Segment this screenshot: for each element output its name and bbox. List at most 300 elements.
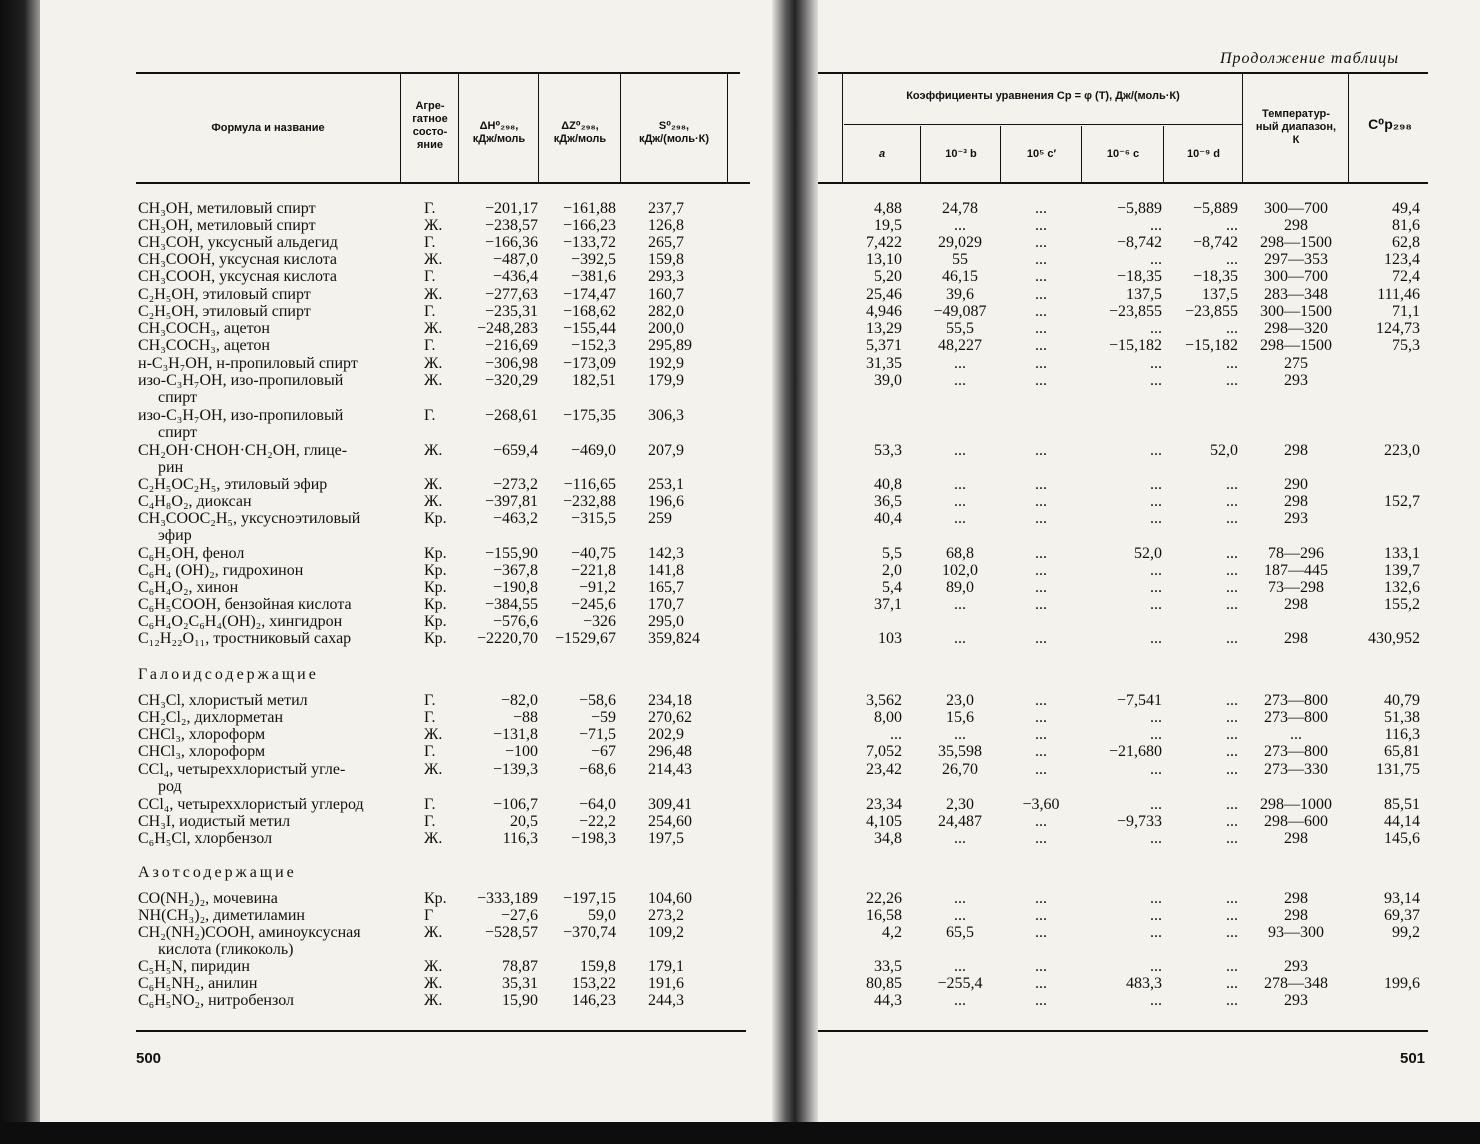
- table-row: [138, 830, 748, 847]
- heat-capacity-cell: 51,38: [1384, 709, 1420, 726]
- gibbs-cell: −133,72: [562, 234, 616, 251]
- coef-c-prime-cell: ...: [1035, 510, 1047, 527]
- coef-d-cell: −18,35: [1192, 268, 1238, 285]
- substance-name: CH₃COOH, уксусная кислота: [138, 268, 338, 285]
- state-cell: Ж.: [424, 476, 443, 493]
- state-cell: Ж.: [424, 442, 443, 459]
- temp-range-cell: 283—348: [1264, 286, 1328, 303]
- coef-c-prime-cell: ...: [1035, 286, 1047, 303]
- heat-capacity-cell: 111,46: [1377, 286, 1420, 303]
- coef-b-cell: 48,227: [938, 337, 982, 354]
- table-row: [818, 692, 1428, 709]
- substance-name: CCl₄, четыреххлористый угле-: [138, 761, 346, 778]
- coef-c-prime-cell: ...: [1035, 251, 1047, 268]
- header-coefficients: Коэффициенты уравнения Cp = φ (T), Дж/(моль·К): [906, 90, 1180, 102]
- coef-b-cell: 2,30: [946, 796, 974, 813]
- scan-bottom-edge: [0, 1122, 1480, 1144]
- table-row: [138, 372, 748, 406]
- coef-b-cell: 68,8: [946, 545, 974, 562]
- temp-range-cell: 298: [1284, 907, 1308, 924]
- table-row: [138, 286, 748, 303]
- entropy-cell: 295,89: [648, 337, 692, 354]
- state-cell: Кр.: [424, 579, 447, 596]
- coef-a-cell: 33,5: [874, 958, 902, 975]
- table-row: [818, 337, 1428, 354]
- entropy-cell: 141,8: [648, 562, 684, 579]
- table-row: [818, 709, 1428, 726]
- enthalpy-cell: 35,31: [502, 975, 538, 992]
- table-row: [138, 813, 748, 830]
- gibbs-cell: −221,8: [570, 562, 616, 579]
- enthalpy-cell: −463,2: [492, 510, 538, 527]
- heat-capacity-cell: 133,1: [1384, 545, 1420, 562]
- coef-c-cell: ...: [1150, 596, 1162, 613]
- coef-c-cell: −5,889: [1116, 200, 1162, 217]
- entropy-cell: 234,18: [648, 692, 692, 709]
- gibbs-cell: −174,47: [562, 286, 616, 303]
- entropy-cell: 192,9: [648, 355, 684, 372]
- header-temp-range: Температур- ный диапазон, К: [1255, 108, 1337, 146]
- state-cell: Ж.: [424, 320, 443, 337]
- coef-d-cell: −5,889: [1192, 200, 1238, 217]
- temp-range-cell: 273—800: [1264, 709, 1328, 726]
- temp-range-cell: 298—320: [1264, 320, 1328, 337]
- substance-name: C₂H₅OH, этиловый спирт: [138, 286, 311, 303]
- coef-a-cell: 80,85: [866, 975, 902, 992]
- gibbs-cell: −392,5: [570, 251, 616, 268]
- col-divider: [920, 126, 921, 182]
- enthalpy-cell: −216,69: [484, 337, 538, 354]
- state-cell: Г.: [424, 743, 436, 760]
- coef-c-cell: ...: [1150, 372, 1162, 389]
- entropy-cell: 160,7: [648, 286, 684, 303]
- table-row: [138, 251, 748, 268]
- header-bottom-rule: [136, 182, 750, 184]
- coef-d-cell: ...: [1226, 958, 1238, 975]
- coef-c-cell: ...: [1150, 726, 1162, 743]
- coef-c-prime-cell: ...: [1035, 630, 1047, 647]
- enthalpy-cell: −333,189: [476, 890, 538, 907]
- coef-c-cell: −15,182: [1108, 337, 1162, 354]
- table-row: [138, 726, 748, 743]
- enthalpy-cell: −320,29: [484, 372, 538, 389]
- coef-b-cell: ...: [954, 355, 966, 372]
- coef-c-prime-cell: ...: [1035, 217, 1047, 234]
- book-gutter: [772, 0, 818, 1122]
- coef-d-cell: ...: [1226, 320, 1238, 337]
- state-cell: Кр.: [424, 596, 447, 613]
- table-row: [818, 320, 1428, 337]
- table-row: [818, 890, 1428, 907]
- left-page: [40, 0, 772, 1122]
- enthalpy-cell: 78,87: [502, 958, 538, 975]
- entropy-cell: 270,62: [648, 709, 692, 726]
- substance-name: C₆H₄ (OH)₂, гидрохинон: [138, 562, 304, 579]
- col-divider: [1163, 126, 1164, 182]
- coef-b-cell: ...: [954, 442, 966, 459]
- state-cell: Ж.: [424, 286, 443, 303]
- heat-capacity-cell: 44,14: [1384, 813, 1420, 830]
- enthalpy-cell: −659,4: [492, 442, 538, 459]
- gibbs-cell: −155,44: [562, 320, 616, 337]
- table-row: [818, 613, 1428, 630]
- coef-c-prime-cell: ...: [1035, 726, 1047, 743]
- coef-a-cell: 4,2: [882, 924, 902, 941]
- substance-name: н-C₃H₇OH, н-пропиловый спирт: [138, 355, 358, 372]
- coef-c-prime-cell: ...: [1035, 234, 1047, 251]
- gibbs-cell: −1529,67: [554, 630, 616, 647]
- enthalpy-cell: −277,63: [484, 286, 538, 303]
- gibbs-cell: −198,3: [570, 830, 616, 847]
- coef-a-cell: 2,0: [882, 562, 902, 579]
- heat-capacity-cell: 116,3: [1384, 726, 1420, 743]
- coef-a-cell: 7,422: [866, 234, 902, 251]
- substance-name-cont: спирт: [158, 389, 198, 406]
- state-cell: Ж.: [424, 992, 443, 1009]
- coef-a-cell: 44,3: [874, 992, 902, 1009]
- heat-capacity-cell: 40,79: [1384, 692, 1420, 709]
- table-row: [138, 613, 748, 630]
- enthalpy-cell: −88: [512, 709, 538, 726]
- state-cell: Г.: [424, 303, 436, 320]
- coef-c-prime-cell: ...: [1035, 355, 1047, 372]
- coef-d-cell: ...: [1226, 217, 1238, 234]
- coef-a-cell: 16,58: [866, 907, 902, 924]
- table-row: [818, 562, 1428, 579]
- coef-d-cell: ...: [1226, 743, 1238, 760]
- substance-name: C₅H₅N, пиридин: [138, 958, 250, 975]
- coef-c-cell: ...: [1150, 217, 1162, 234]
- state-cell: Кр.: [424, 890, 447, 907]
- coef-a-cell: 103: [878, 630, 902, 647]
- coef-b-cell: ...: [954, 830, 966, 847]
- table-row: [818, 743, 1428, 760]
- header-gibbs: ΔZ⁰₂₉₈, кДж/моль: [553, 120, 607, 145]
- coef-c-prime-cell: ...: [1035, 320, 1047, 337]
- substance-name: C₂H₅OH, этиловый спирт: [138, 303, 311, 320]
- table-row: [138, 217, 748, 234]
- coef-d-cell: ...: [1226, 890, 1238, 907]
- table-row: [818, 992, 1428, 1009]
- enthalpy-cell: −166,36: [484, 234, 538, 251]
- enthalpy-cell: −436,4: [492, 268, 538, 285]
- substance-name: NH(CH₃)₂, диметиламин: [138, 907, 305, 924]
- col-divider: [727, 74, 728, 182]
- subheader-rule: [844, 124, 1242, 125]
- substance-name: C₆H₅NO₂, нитробензол: [138, 992, 294, 1009]
- enthalpy-cell: −131,8: [492, 726, 538, 743]
- coef-c-cell: ...: [1150, 924, 1162, 941]
- header-bottom-rule: [818, 182, 1428, 184]
- coef-c-prime-cell: ...: [1035, 303, 1047, 320]
- coef-c-cell: ...: [1150, 251, 1162, 268]
- state-cell: Ж.: [424, 975, 443, 992]
- table-row: [818, 510, 1428, 527]
- coef-c-cell: −8,742: [1116, 234, 1162, 251]
- table-row: [818, 355, 1428, 372]
- enthalpy-cell: 15,90: [502, 992, 538, 1009]
- coef-c-cell: ...: [1150, 890, 1162, 907]
- entropy-cell: 244,3: [648, 992, 684, 1009]
- enthalpy-cell: −487,0: [492, 251, 538, 268]
- coef-b-cell: ...: [954, 726, 966, 743]
- entropy-cell: 295,0: [648, 613, 684, 630]
- coef-c-cell: ...: [1150, 476, 1162, 493]
- gibbs-cell: −59: [590, 709, 616, 726]
- page-number-right: 501: [1400, 1050, 1426, 1067]
- temp-range-cell: 298: [1284, 493, 1308, 510]
- coef-b-cell: 65,5: [946, 924, 974, 941]
- substance-name: C₂H₅OC₂H₅, этиловый эфир: [138, 476, 328, 493]
- coef-c-prime-cell: ...: [1035, 372, 1047, 389]
- temp-range-cell: 93—300: [1268, 924, 1324, 941]
- enthalpy-cell: −384,55: [484, 596, 538, 613]
- table-row: [138, 355, 748, 372]
- coef-d-cell: −8,742: [1192, 234, 1238, 251]
- coef-b-cell: ...: [954, 510, 966, 527]
- coef-c-cell: ...: [1150, 958, 1162, 975]
- table-row: [818, 200, 1428, 217]
- coef-d-cell: ...: [1226, 510, 1238, 527]
- gibbs-cell: −40,75: [570, 545, 616, 562]
- section-title-nitrogen: Азотсодержащие: [138, 864, 297, 881]
- coef-b-cell: ...: [954, 493, 966, 510]
- coef-d-cell: 137,5: [1202, 286, 1238, 303]
- substance-name-cont: кислота (гликоколь): [158, 941, 294, 958]
- gibbs-cell: 146,23: [572, 992, 616, 1009]
- substance-name: CH₃OH, метиловый спирт: [138, 200, 316, 217]
- coef-b-cell: 102,0: [942, 562, 978, 579]
- gibbs-cell: −173,09: [562, 355, 616, 372]
- substance-name: CH₃COCH₃, ацетон: [138, 320, 270, 337]
- enthalpy-cell: −201,17: [484, 200, 538, 217]
- state-cell: Г.: [424, 407, 436, 424]
- state-cell: Г.: [424, 337, 436, 354]
- coef-c-prime-cell: ...: [1035, 579, 1047, 596]
- coef-c-prime-cell: ...: [1035, 813, 1047, 830]
- heat-capacity-cell: 131,75: [1376, 761, 1420, 778]
- enthalpy-cell: −248,283: [476, 320, 538, 337]
- coef-c-prime-cell: ...: [1035, 907, 1047, 924]
- temp-range-cell: 293: [1284, 372, 1308, 389]
- enthalpy-cell: −528,57: [484, 924, 538, 941]
- coef-a-cell: 34,8: [874, 830, 902, 847]
- entropy-cell: 126,8: [648, 217, 684, 234]
- section-title-halogen: Галоидсодержащие: [138, 666, 319, 683]
- state-cell: Ж.: [424, 726, 443, 743]
- entropy-cell: 159,8: [648, 251, 684, 268]
- header-coef-b: 10⁻³ b: [945, 148, 977, 160]
- coef-c-cell: ...: [1150, 510, 1162, 527]
- coef-b-cell: −255,4: [937, 975, 983, 992]
- coef-d-cell: ...: [1226, 545, 1238, 562]
- temp-range-cell: 298—1500: [1260, 337, 1332, 354]
- coef-c-cell: −7,541: [1116, 692, 1162, 709]
- table-row: [138, 407, 748, 441]
- table-row: [138, 709, 748, 726]
- coef-d-cell: ...: [1226, 251, 1238, 268]
- gibbs-cell: −67: [590, 743, 616, 760]
- table-bottom-rule: [136, 1030, 746, 1032]
- temp-range-cell: 278—348: [1264, 975, 1328, 992]
- table-row: [138, 476, 748, 493]
- coef-a-cell: 4,105: [866, 813, 902, 830]
- table-row: [818, 796, 1428, 813]
- col-divider: [458, 74, 459, 182]
- coef-a-cell: 5,5: [882, 545, 902, 562]
- coef-c-cell: 52,0: [1134, 545, 1162, 562]
- coef-c-cell: −9,733: [1116, 813, 1162, 830]
- substance-name: CH₃COOH, уксусная кислота: [138, 251, 338, 268]
- coef-a-cell: 13,29: [866, 320, 902, 337]
- table-row: [818, 545, 1428, 562]
- gibbs-cell: −245,6: [570, 596, 616, 613]
- coef-b-cell: 89,0: [946, 579, 974, 596]
- enthalpy-cell: −238,57: [484, 217, 538, 234]
- state-cell: Кр.: [424, 613, 447, 630]
- temp-range-cell: ...: [1290, 726, 1302, 743]
- coef-d-cell: −23,855: [1184, 303, 1238, 320]
- coef-c-prime-cell: ...: [1035, 743, 1047, 760]
- coef-d-cell: 52,0: [1210, 442, 1238, 459]
- coef-b-cell: ...: [954, 372, 966, 389]
- coef-c-prime-cell: ...: [1035, 476, 1047, 493]
- gibbs-cell: −152,3: [570, 337, 616, 354]
- table-row: [818, 234, 1428, 251]
- gibbs-cell: −168,62: [562, 303, 616, 320]
- coef-a-cell: 8,00: [874, 709, 902, 726]
- coef-a-cell: 4,946: [866, 303, 902, 320]
- coef-d-cell: ...: [1226, 709, 1238, 726]
- entropy-cell: 254,60: [648, 813, 692, 830]
- entropy-cell: 200,0: [648, 320, 684, 337]
- gibbs-cell: −22,2: [578, 813, 616, 830]
- coef-c-cell: ...: [1150, 907, 1162, 924]
- temp-range-cell: 293: [1284, 510, 1308, 527]
- coef-c-prime-cell: ...: [1035, 545, 1047, 562]
- enthalpy-cell: −235,31: [484, 303, 538, 320]
- state-cell: Ж.: [424, 493, 443, 510]
- table-row: [138, 796, 748, 813]
- col-divider: [538, 74, 539, 182]
- table-row: [138, 907, 748, 924]
- coef-d-cell: ...: [1226, 476, 1238, 493]
- heat-capacity-cell: 155,2: [1384, 596, 1420, 613]
- heat-capacity-cell: 69,37: [1384, 907, 1420, 924]
- enthalpy-cell: −106,7: [492, 796, 538, 813]
- heat-capacity-cell: 49,4: [1392, 200, 1420, 217]
- coef-c-cell: −21,680: [1108, 743, 1162, 760]
- substance-name: C₄H₈O₂, диоксан: [138, 493, 252, 510]
- header-entropy: S⁰₂₉₈, кДж/(моль·К): [638, 120, 710, 145]
- coef-d-cell: ...: [1226, 630, 1238, 647]
- enthalpy-cell: −306,98: [484, 355, 538, 372]
- coef-a-cell: 4,88: [874, 200, 902, 217]
- coef-a-cell: 5,20: [874, 268, 902, 285]
- state-cell: Ж.: [424, 217, 443, 234]
- substance-name: CO(NH₂)₂, мочевина: [138, 890, 278, 907]
- table-top-rule: [136, 72, 740, 74]
- enthalpy-cell: −273,2: [492, 476, 538, 493]
- table-row: [138, 890, 748, 907]
- gibbs-cell: −469,0: [570, 442, 616, 459]
- substance-name: CH₂(NH₂)COOH, аминоуксусная: [138, 924, 361, 941]
- state-cell: Г.: [424, 796, 436, 813]
- coef-d-cell: ...: [1226, 596, 1238, 613]
- substance-name: C₆H₅COOH, бензойная кислота: [138, 596, 352, 613]
- entropy-cell: 237,7: [648, 200, 684, 217]
- table-row: [818, 596, 1428, 613]
- header-coef-a: a: [878, 148, 886, 160]
- coef-c-cell: ...: [1150, 630, 1162, 647]
- coef-a-cell: 22,26: [866, 890, 902, 907]
- temp-range-cell: 298: [1284, 630, 1308, 647]
- header-coef-c: 10⁻⁶ c: [1106, 148, 1140, 160]
- heat-capacity-cell: 145,6: [1384, 830, 1420, 847]
- substance-name: изо-C₃H₇OH, изо-пропиловый: [138, 407, 344, 424]
- gibbs-cell: −326: [582, 613, 616, 630]
- temp-range-cell: 298: [1284, 217, 1308, 234]
- coef-c-prime-cell: ...: [1035, 596, 1047, 613]
- table-row: [818, 476, 1428, 493]
- coef-c-prime-cell: ...: [1035, 958, 1047, 975]
- right-page: [818, 0, 1480, 1122]
- entropy-cell: 104,60: [648, 890, 692, 907]
- temp-range-cell: 78—296: [1268, 545, 1324, 562]
- gibbs-cell: 182,51: [572, 372, 616, 389]
- coef-c-prime-cell: ...: [1035, 830, 1047, 847]
- state-cell: Г: [424, 907, 434, 924]
- header-enthalpy: ΔH⁰₂₉₈, кДж/моль: [472, 120, 526, 145]
- gibbs-cell: −381,6: [570, 268, 616, 285]
- entropy-cell: 296,48: [648, 743, 692, 760]
- temp-range-cell: 293: [1284, 992, 1308, 1009]
- substance-name: CH₂Cl₂, дихлорметан: [138, 709, 284, 726]
- col-divider: [1348, 74, 1349, 182]
- heat-capacity-cell: 71,1: [1392, 303, 1420, 320]
- gibbs-cell: −71,5: [578, 726, 616, 743]
- coef-a-cell: 7,052: [866, 743, 902, 760]
- table-row: [138, 545, 748, 562]
- substance-name-cont: рин: [158, 459, 184, 476]
- substance-name: изо-C₃H₇OH, изо-пропиловый: [138, 372, 344, 389]
- heat-capacity-cell: 223,0: [1384, 442, 1420, 459]
- substance-name-cont: род: [158, 778, 182, 795]
- table-row: [138, 303, 748, 320]
- enthalpy-cell: −268,61: [484, 407, 538, 424]
- enthalpy-cell: −190,8: [492, 579, 538, 596]
- entropy-cell: 253,1: [648, 476, 684, 493]
- substance-name: CCl₄, четыреххлористый углерод: [138, 796, 364, 813]
- coef-b-cell: ...: [954, 958, 966, 975]
- coef-b-cell: ...: [954, 890, 966, 907]
- coef-d-cell: −15,182: [1184, 337, 1238, 354]
- substance-name: CH₃Cl, хлористый метил: [138, 692, 308, 709]
- entropy-cell: 309,41: [648, 796, 692, 813]
- state-cell: Ж.: [424, 830, 443, 847]
- coef-c-cell: ...: [1150, 761, 1162, 778]
- col-divider: [1081, 126, 1082, 182]
- substance-name: C₆H₅NH₂, анилин: [138, 975, 258, 992]
- gibbs-cell: −116,65: [563, 476, 616, 493]
- temp-range-cell: 297—353: [1264, 251, 1328, 268]
- table-row: [138, 743, 748, 760]
- entropy-cell: 196,6: [648, 493, 684, 510]
- table-row: [138, 958, 748, 975]
- header-coef-c-prime: 10⁵ c′: [1026, 148, 1057, 160]
- substance-name: C₆H₅Cl, хлорбензол: [138, 830, 273, 847]
- gibbs-cell: −166,23: [562, 217, 616, 234]
